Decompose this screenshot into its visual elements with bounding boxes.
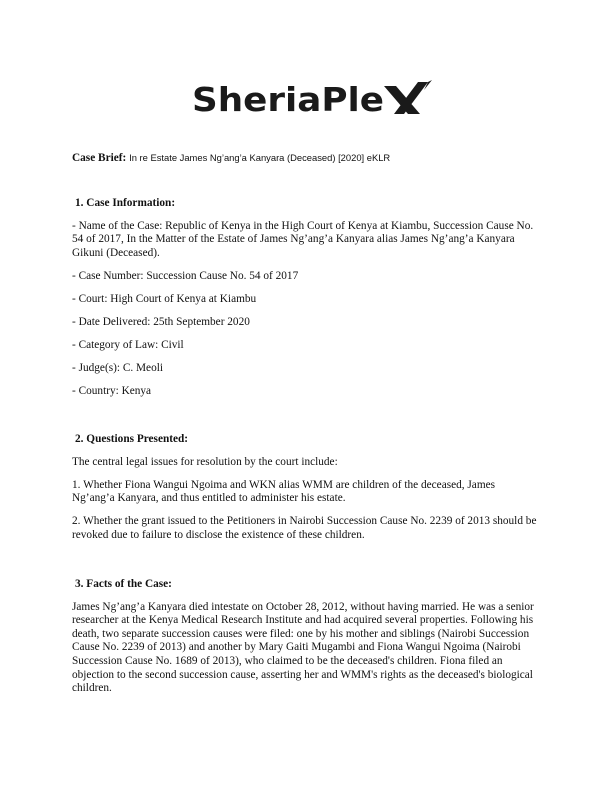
section-heading: 3. Facts of the Case: <box>75 578 172 590</box>
facts-body: James Ng’ang’a Kanyara died intestate on October 28, 2012, without having married. He was a senior researcher at the Kenya Medical Research Institute and had acquired several properties. Following his death, two separate succession causes were filed: one by his mother and siblings (Nairobi Succession Cause No. 2239 of 2013) and another by Mary Gaiti Mugambi and Fiona Wangui Ngoima (Nairobi Succession Cause No. 1689 of 2013), who claimed to be the deceased's children. Fiona filed an objection to the second succession cause, asserting her and WMM's rights as the deceased's biological children. <box>72 600 534 695</box>
section-heading: 1. Case Information: <box>75 197 176 209</box>
date-delivered-item: - Date Delivered: 25th September 2020 <box>72 315 250 328</box>
section-heading: 2. Questions Presented: <box>75 433 189 445</box>
case-brief-line <box>72 151 542 166</box>
questions-intro: The central legal issues for resolution by the court include: <box>72 455 338 468</box>
logo-graphic <box>192 78 432 122</box>
question-item: 1. Whether Fiona Wangui Ngoima and WKN alias WMM are children of the deceased, James Ng’ang’a Kanyara, and thus entitled to administer his estate. <box>72 478 496 505</box>
judge-item: - Judge(s): C. Meoli <box>72 361 163 374</box>
case-number-item: - Case Number: Succession Cause No. 54 of 2017 <box>72 269 299 282</box>
court-item: - Court: High Court of Kenya at Kiambu <box>72 292 257 305</box>
logo-x-mark <box>384 80 432 114</box>
case-name-item: - Name of the Case: Republic of Kenya in the High Court of Kenya at Kiambu, Succession Cause No. 54 of 2017, In the Matter of the Estate of James Ng’ang’a Kanyara alias James Ng’ang’a Kanyara Gikuni (Deceased). <box>72 219 534 259</box>
country-item: - Country: Kenya <box>72 384 152 397</box>
section-facts <box>72 578 538 696</box>
section-questions-presented <box>72 433 538 552</box>
sheriaplex-logo <box>192 78 432 122</box>
question-item: 2. Whether the grant issued to the Petitioners in Nairobi Succession Cause No. 2239 of 2013 should be revoked due to failure to disclose the existence of these children. <box>72 515 537 541</box>
logo-wordmark: SheriaPle <box>192 80 384 119</box>
case-brief-label: Case Brief: <box>72 152 127 164</box>
category-item: - Category of Law: Civil <box>72 338 184 351</box>
case-brief-title: In re Estate James Ng’ang’a Kanyara (Deceased) [2020] eKLR <box>129 152 391 163</box>
section-case-information <box>72 197 538 408</box>
